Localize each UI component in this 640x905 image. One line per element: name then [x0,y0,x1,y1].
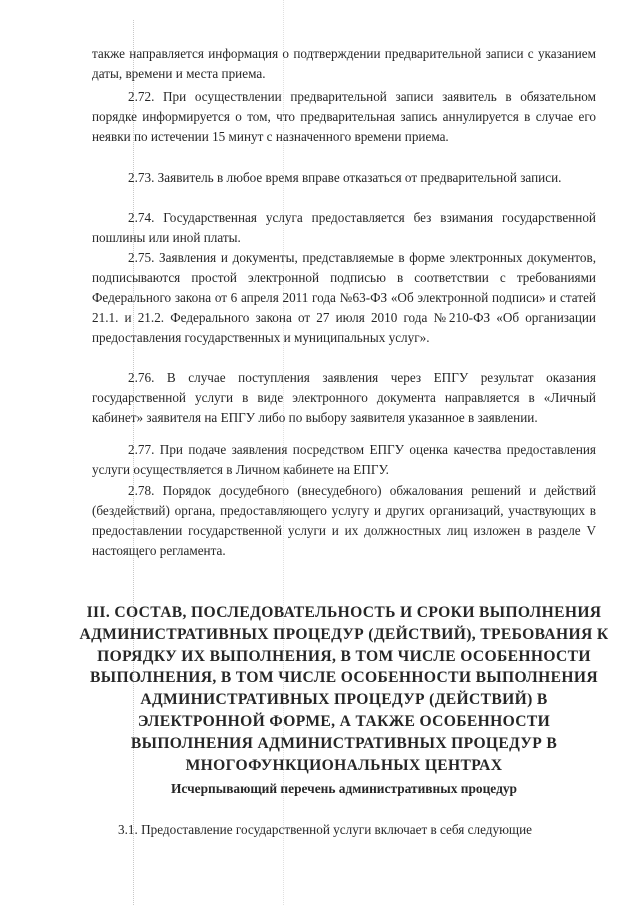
paragraph-2-76: 2.76. В случае поступления заявления через ЕПГУ результат оказания государственной услуги в виде электронного документа направляется в «Личный кабинет» заявителя на ЕПГУ либо по выбору заявителя указанное в заявлении. [92,370,596,425]
paragraph-2-74: 2.74. Государственная услуга предоставляется без взимания государственной пошлины или иной платы. [92,210,596,245]
paragraph-continuation: также направляется информация о подтверждении предварительной записи с указанием даты, времени и места приема. [92,46,596,81]
section-title-line: МНОГОФУНКЦИОНАЛЬНЫХ ЦЕНТРАХ [185,756,503,774]
section-title-line: ВЫПОЛНЕНИЯ, В ТОМ ЧИСЛЕ ОСОБЕННОСТИ ВЫПОЛНЕНИЯ [90,669,598,687]
paragraph-2-73: 2.73. Заявитель в любое время вправе отказаться от предварительной записи. [128,170,562,185]
paragraph-2-75: 2.75. Заявления и документы, представляемые в форме электронных документов, подписываются простой электронной подписью в соответствии с требованиями Федерального закона от 6 апреля 2011 года №63-ФЗ «Об электронной подписи» и статей 21.1. и 21.2. Федерального закона от 27 июля 2010 года №210-ФЗ «Об организации предоставления государственных и муниципальных услуг». [92,250,596,345]
section-title [70,602,618,776]
section-title-line: ПОРЯДКУ ИХ ВЫПОЛНЕНИЯ, В ТОМ ЧИСЛЕ ОСОБЕННОСТИ [97,647,591,665]
section-title-line: III. СОСТАВ, ПОСЛЕДОВАТЕЛЬНОСТЬ И СРОКИ ВЫПОЛНЕНИЯ [86,604,602,621]
paragraph-3-1: 3.1. Предоставление государственной услуги включает в себя следующие [118,822,532,837]
paragraph-2-78: 2.78. Порядок досудебного (внесудебного) обжалования решений и действий (бездействий) органа, предоставляющего услугу и других организаций, участвующих в предоставлении государственной услуги и их должностных лиц изложен в разделе V настоящего регламента. [92,483,596,558]
paragraph-2-77: 2.77. При подаче заявления посредством ЕПГУ оценка качества предоставления услуги осуществляется в Личном кабинете на ЕПГУ. [92,442,596,477]
section-title-line: ЭЛЕКТРОННОЙ ФОРМЕ, А ТАКЖЕ ОСОБЕННОСТИ [137,712,551,730]
section-title-line: ВЫПОЛНЕНИЯ АДМИНИСТРАТИВНЫХ ПРОЦЕДУР В [130,734,558,752]
paragraph-2-72: 2.72. При осуществлении предварительной записи заявитель в обязательном порядке информируется о том, что предварительная запись аннулируется в случае его неявки по истечении 15 минут с назначенного времени приема. [92,89,596,144]
section-title-line: АДМИНИСТРАТИВНЫХ ПРОЦЕДУР (ДЕЙСТВИЙ), ТРЕБОВАНИЯ К [79,625,609,643]
section-title-line: АДМИНИСТРАТИВНЫХ ПРОЦЕДУР (ДЕЙСТВИЙ) В [140,691,548,709]
subheading: Исчерпывающий перечень административных процедур [170,781,517,796]
